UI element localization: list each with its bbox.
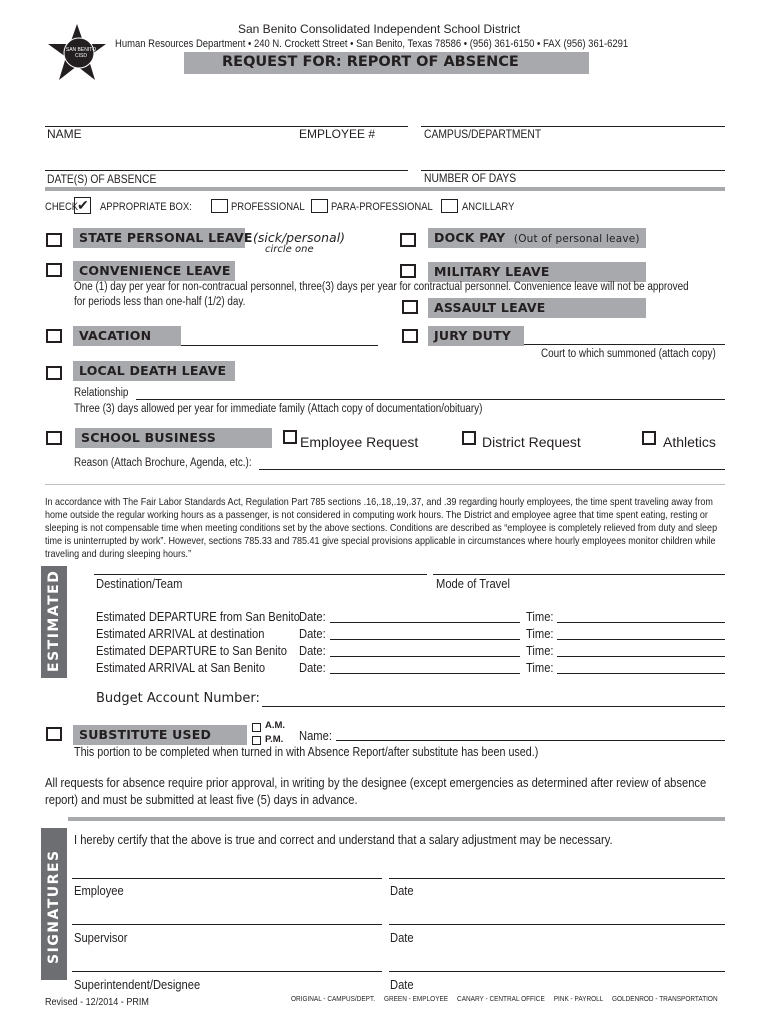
school-business-label: SCHOOL BUSINESS [75, 428, 272, 448]
check-label: CHECK [45, 201, 79, 213]
flsa-line: time is uninterrupted by work”. However, sections 785.33 and 785.41 give special provisions applicable in circumstances where hourly employees monitor children while [45, 535, 716, 547]
travel-row-label: Estimated ARRIVAL at destination [96, 626, 265, 641]
flsa-line: In accordance with The Fair Labor Standards Act, Regulation Part 785 sections .16,.18,.19,.37, and .39 regarding hourly employees, the time spent traveling away from [45, 496, 713, 508]
flsa-line: traveling and during sleeping hours.” [45, 548, 192, 560]
state-personal-checkbox[interactable] [46, 233, 62, 247]
travel-time-line[interactable] [557, 639, 725, 640]
superintendent-signature-label: Superintendent/Designee [74, 977, 201, 992]
travel-time-line[interactable] [557, 673, 725, 674]
employee-request-label: Employee Request [300, 434, 419, 450]
travel-time-line[interactable] [557, 622, 725, 623]
mode-label: Mode of Travel [436, 576, 510, 591]
employee-request-checkbox[interactable] [283, 430, 297, 444]
travel-row-time: Time: [526, 660, 554, 675]
approval-line1: All requests for absence require prior approval, in writing by the designee (except emergencies as determined after review of absence [45, 775, 707, 790]
court-label: Court to which summoned (attach copy) [541, 348, 716, 360]
pm-label: P.M. [265, 734, 284, 745]
estimated-side-bar [41, 566, 67, 678]
flsa-paragraph [45, 496, 745, 561]
am-checkbox[interactable] [252, 723, 261, 732]
travel-date-line[interactable] [330, 656, 520, 657]
dates-line[interactable] [45, 170, 408, 171]
estimated-side-label: ESTIMATED [46, 569, 62, 672]
employee-signature-line[interactable] [72, 878, 382, 879]
mode-line[interactable] [433, 574, 725, 575]
travel-row-date: Date: [299, 609, 326, 624]
dock-pay-label-bar [428, 228, 646, 248]
travel-time-line[interactable] [557, 656, 725, 657]
destination-label: Destination/Team [96, 576, 183, 591]
supervisor-signature-label: Supervisor [74, 930, 128, 945]
reason-label: Reason (Attach Brochure, Agenda, etc.): [74, 457, 252, 469]
supervisor-date-label: Date [390, 930, 414, 945]
convenience-note-line2: for periods less than one-half (1/2) day. [74, 296, 246, 308]
travel-row-label: Estimated DEPARTURE to San Benito [96, 643, 287, 658]
jury-duty-label: JURY DUTY [428, 326, 524, 346]
checkmark-box [74, 197, 91, 214]
travel-row-time: Time: [526, 626, 554, 641]
divider [68, 817, 725, 821]
vacation-label: VACATION [73, 326, 181, 346]
para-professional-label: PARA-PROFESSIONAL [331, 201, 433, 213]
relationship-label: Relationship [74, 387, 129, 399]
divider [45, 187, 725, 191]
travel-date-line[interactable] [330, 673, 520, 674]
state-personal-leave-label: STATE PERSONAL LEAVE [73, 228, 245, 248]
substitute-name-label: Name: [299, 728, 332, 743]
budget-account-line[interactable] [262, 706, 725, 707]
budget-account-label: Budget Account Number: [96, 691, 260, 706]
travel-row-date: Date: [299, 660, 326, 675]
school-business-checkbox[interactable] [46, 431, 62, 445]
campus-label: CAMPUS/DEPARTMENT [424, 127, 542, 141]
ancillary-label: ANCILLARY [462, 201, 515, 213]
travel-row-date: Date: [299, 643, 326, 658]
supervisor-date-line[interactable] [389, 924, 725, 925]
travel-row-date: Date: [299, 626, 326, 641]
dock-pay-note: (Out of personal leave) [513, 233, 640, 245]
form-title-bar [184, 52, 589, 74]
district-request-checkbox[interactable] [462, 431, 476, 445]
substitute-note: This portion to be completed when turned in with Absence Report/after substitute has been used.) [74, 745, 539, 759]
name-label: NAME [47, 127, 82, 141]
district-request-label: District Request [482, 434, 581, 450]
pm-checkbox[interactable] [252, 736, 261, 745]
superintendent-date-label: Date [390, 977, 414, 992]
signatures-side-label: SIGNATURES [46, 849, 62, 964]
hr-address: Human Resources Department • 240 N. Crockett Street • San Benito, Texas 78586 • (956) 361-6150 • FAX (956) 361-6291 [115, 38, 629, 50]
dock-pay-checkbox[interactable] [400, 233, 416, 247]
travel-row-time: Time: [526, 609, 554, 624]
travel-row-time: Time: [526, 643, 554, 658]
substitute-name-line[interactable] [336, 740, 725, 741]
athletics-label: Athletics [663, 434, 716, 450]
assault-checkbox[interactable] [402, 300, 418, 314]
professional-label: PROFESSIONAL [231, 201, 305, 213]
copy-distribution: ORIGINAL - CAMPUS/DEPT. GREEN - EMPLOYEE CANARY - CENTRAL OFFICE PINK - PAYROLL GOLDENROD - TRANSPORTATION [291, 994, 718, 1003]
jury-duty-checkbox[interactable] [402, 329, 418, 343]
local-death-note: Three (3) days allowed per year for immediate family (Attach copy of documentation/obituary) [74, 403, 483, 415]
form-title: REQUEST FOR: REPORT OF ABSENCE [222, 54, 519, 70]
supervisor-signature-line[interactable] [72, 924, 382, 925]
revised-label: Revised - 12/2014 - PRIM [45, 996, 149, 1008]
signatures-side-bar [41, 828, 67, 980]
jury-duty-line[interactable] [524, 344, 725, 345]
relationship-line[interactable] [136, 399, 725, 400]
employee-signature-label: Employee [74, 883, 124, 898]
reason-line[interactable] [259, 469, 725, 470]
certify-statement: I hereby certify that the above is true and correct and understand that a salary adjustment may be necessary. [74, 832, 613, 847]
assault-leave-label: ASSAULT LEAVE [428, 298, 646, 318]
divider [45, 484, 725, 485]
employee-date-line[interactable] [389, 878, 725, 879]
substitute-checkbox[interactable] [46, 727, 62, 741]
convenience-leave-label: CONVENIENCE LEAVE [73, 261, 235, 281]
convenience-checkbox[interactable] [46, 263, 62, 277]
sick-personal-label: (sick/personal) [253, 230, 346, 245]
days-label: NUMBER OF DAYS [424, 171, 517, 185]
district-logo [46, 22, 108, 84]
circle-one-label: circle one [265, 244, 314, 255]
appropriate-label: APPROPRIATE BOX: [100, 201, 192, 213]
substitute-used-label: SUBSTITUTE USED [73, 725, 247, 745]
travel-date-line[interactable] [330, 639, 520, 640]
district-name: San Benito Consolidated Independent School District [238, 22, 521, 36]
para-professional-checkbox[interactable] [311, 199, 328, 213]
local-death-checkbox[interactable] [46, 366, 62, 380]
flsa-line: sleeping is not compensable time when meeting conditions set by the above sections. Conditions are described as “employee is completely relieved from duty and sleep [45, 522, 718, 534]
athletics-checkbox[interactable] [642, 431, 656, 445]
professional-checkbox[interactable] [211, 199, 228, 213]
vacation-line[interactable] [181, 345, 378, 346]
checkmark-icon: ✔ [77, 197, 89, 213]
convenience-note-line1: One (1) day per year for non-contracual personnel, three(3) days per year for contractual personnel. Convenience leave will not be approved [74, 281, 689, 293]
vacation-checkbox[interactable] [46, 329, 62, 343]
travel-row-label: Estimated DEPARTURE from San Benito [96, 609, 301, 624]
approval-line2: report) and must be submitted at least five (5) days in advance. [45, 792, 358, 807]
military-leave-label: MILITARY LEAVE [428, 262, 646, 282]
military-checkbox[interactable] [400, 264, 416, 278]
dock-pay-label: DOCK PAY [434, 230, 506, 245]
travel-date-line[interactable] [330, 622, 520, 623]
am-label: A.M. [265, 720, 286, 731]
local-death-leave-label: LOCAL DEATH LEAVE [73, 361, 235, 381]
dates-label: DATE(S) OF ABSENCE [47, 172, 157, 186]
flsa-line: home outside the regular working hours as a passenger, is not considered in computing work hours. The District and employee agree that time spent eating, resting or [45, 509, 708, 521]
ancillary-checkbox[interactable] [441, 199, 458, 213]
superintendent-signature-line[interactable] [72, 971, 382, 972]
superintendent-date-line[interactable] [389, 971, 725, 972]
employee-date-label: Date [390, 883, 414, 898]
destination-line[interactable] [94, 574, 427, 575]
logo-text: SAN BENITO CISD [65, 47, 97, 59]
employee-number-label: EMPLOYEE # [299, 127, 376, 141]
travel-row-label: Estimated ARRIVAL at San Benito [96, 660, 266, 675]
